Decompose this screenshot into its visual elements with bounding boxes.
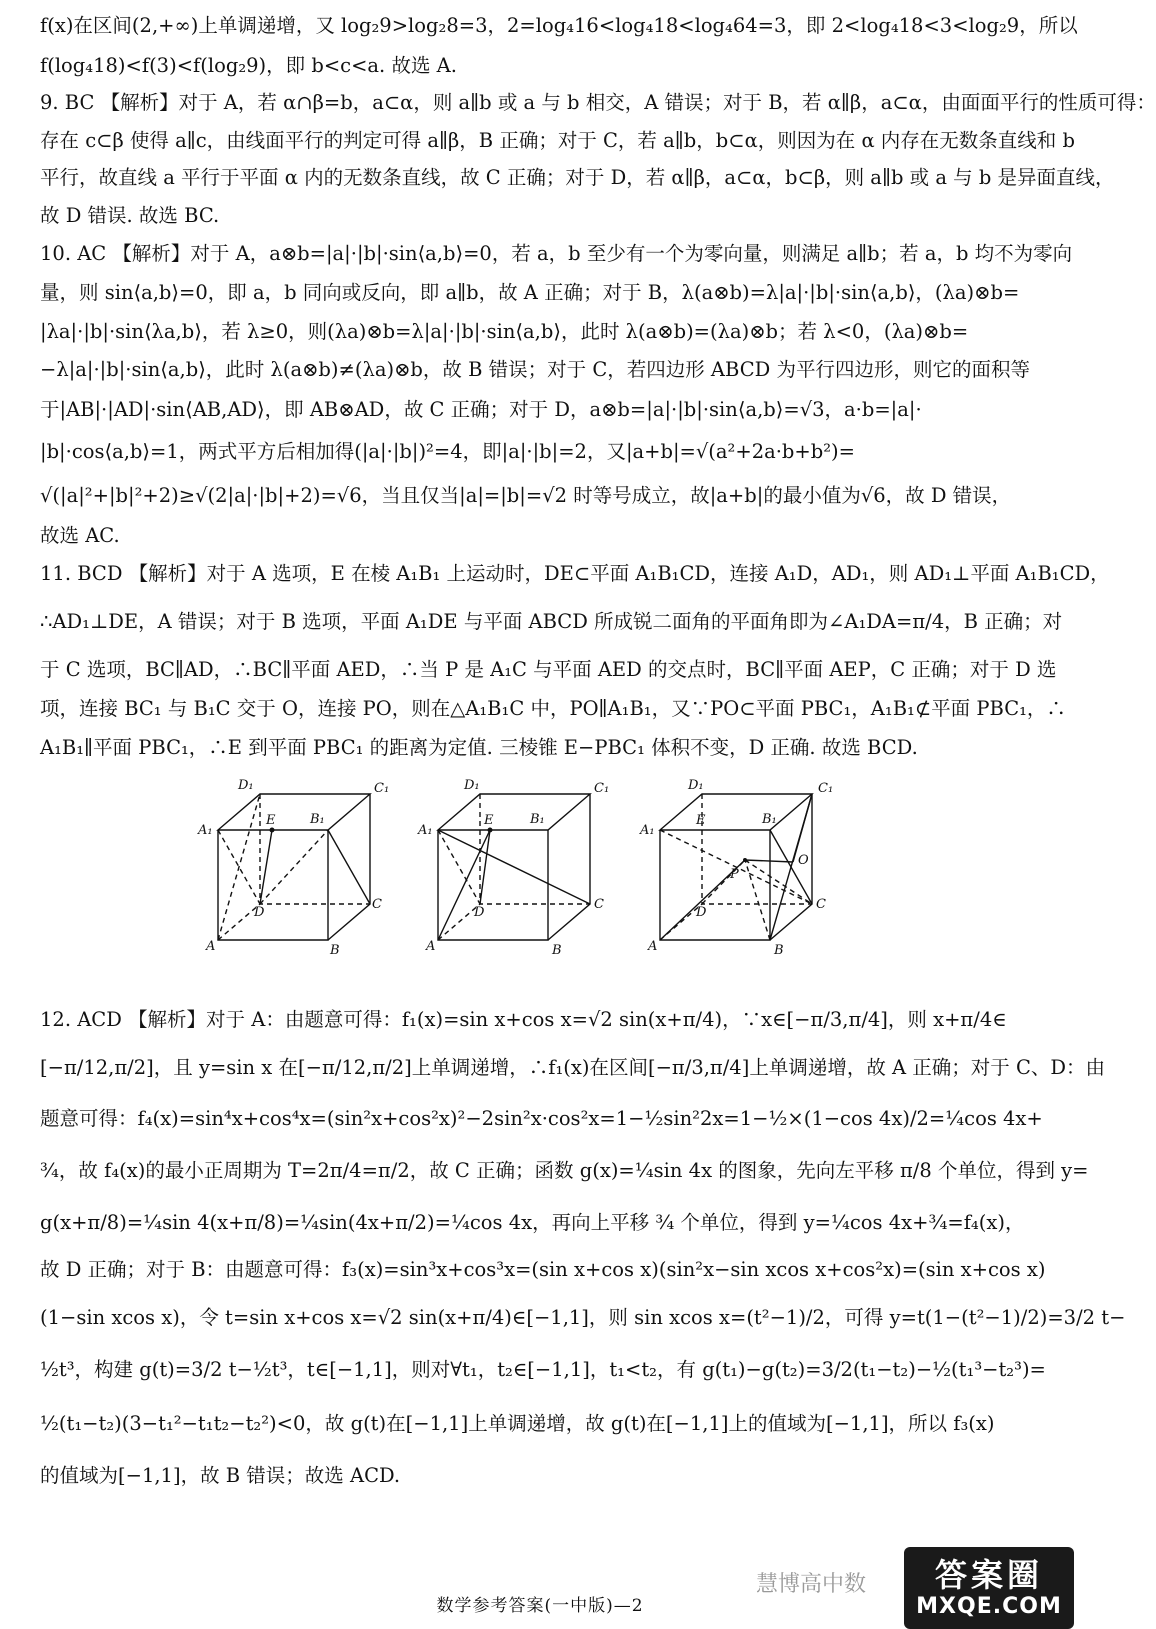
vertex-label: C₁	[818, 781, 834, 796]
vertex-label: C₁	[594, 781, 610, 796]
point-p-3	[743, 858, 747, 862]
text-line: 平行，故直线 a 平行于平面 α 内的无数条直线，故 C 正确；对于 D，若 α∥β，a⊂α，b⊂β，则 a∥b 或 a 与 b 是异面直线，	[40, 166, 1115, 189]
vertex-label: A₁	[198, 823, 213, 838]
text-line: 于|AB|·|AD|·sin⟨AB,AD⟩，即 AB⊗AD，故 C 正确；对于 D，a⊗b=|a|·|b|·sin⟨a,b⟩=√3，a·b=|a|·	[40, 398, 922, 421]
vertex-label: A₁	[640, 823, 655, 838]
vertex-label: C	[816, 897, 826, 912]
page-footer: 数学参考答案(一中版)—2	[436, 1596, 644, 1616]
vertex-label: D	[474, 905, 485, 920]
cube-figure-2	[438, 794, 590, 940]
watermark	[750, 1547, 1080, 1629]
text-line: ¾，故 f₄(x)的最小正周期为 T=2π/4=π/2，故 C 正确；函数 g(x)=¼sin 4x 的图象，先向左平移 π/8 个单位，得到 y=	[40, 1159, 1089, 1182]
vertex-label: A₁	[418, 823, 433, 838]
vertex-label: C₁	[374, 781, 390, 796]
text-line: 题意可得：f₄(x)=sin⁴x+cos⁴x=(sin²x+cos²x)²−2sin²x·cos²x=1−½sin²2x=1−½×(1−cos 4x)/2=¼cos 4x+	[40, 1107, 1043, 1130]
vertex-label: D₁	[688, 778, 704, 793]
text-line: 故 D 正确；对于 B：由题意可得：f₃(x)=sin³x+cos³x=(sin x+cos x)(sin²x−sin xcos x+cos²x)=(sin x+cos x)	[40, 1258, 1046, 1281]
vertex-label: B	[774, 943, 784, 958]
text-line: 的值域为[−1,1]，故 B 错误；故选 ACD.	[40, 1464, 401, 1487]
vertex-label: B₁	[310, 812, 325, 827]
vertex-label: D₁	[238, 778, 254, 793]
watermark-logo	[904, 1547, 1074, 1629]
vertex-label: P	[730, 867, 739, 882]
vertex-label: O	[798, 853, 809, 868]
text-line: √(|a|²+|b|²+2)≥√(2|a|·|b|+2)=√6，当且仅当|a|=|b|=√2 时等号成立，故|a+b|的最小值为√6，故 D 错误，	[40, 484, 1012, 507]
text-line: (1−sin xcos x)，令 t=sin x+cos x=√2 sin(x+π/4)∈[−1,1]，则 sin xcos x=(t²−1)/2，可得 y=t(1−(t²−1)/2)=3/2 t−	[40, 1306, 1126, 1329]
watermark-logo-url: MXQE.COM	[916, 1594, 1062, 1619]
text-line: 12. ACD 【解析】对于 A：由题意可得：f₁(x)=sin x+cos x=√2 sin(x+π/4)，∵x∈[−π/3,π/4]，则 x+π/4∈	[40, 1008, 1007, 1031]
text-line: f(log₄18)<f(3)<f(log₂9)，即 b<c<a. 故选 A.	[40, 54, 457, 77]
vertex-label: C	[594, 897, 604, 912]
vertex-label: D₁	[464, 778, 480, 793]
watermark-logo-title: 答案圈	[934, 1556, 1043, 1594]
vertex-label: A	[206, 939, 216, 954]
vertex-label: E	[266, 813, 276, 828]
text-line: |λa|·|b|·sin⟨λa,b⟩，若 λ≥0，则(λa)⊗b=λ|a|·|b|·sin⟨a,b⟩，此时 λ(a⊗b)=(λa)⊗b；若 λ<0，(λa)⊗b=	[40, 320, 969, 343]
vertex-label: B	[552, 943, 562, 958]
vertex-label: B₁	[762, 812, 777, 827]
text-line: A₁B₁∥平面 PBC₁，∴E 到平面 PBC₁ 的距离为定值. 三棱锥 E−PBC₁ 体积不变，D 正确. 故选 BCD.	[40, 736, 918, 759]
text-line: 存在 c⊂β 使得 a∥c，由线面平行的判定可得 a∥β，B 正确；对于 C，若 a∥b，b⊂α，则因为在 α 内存在无数条直线和 b	[40, 129, 1075, 152]
vertex-label: E	[696, 813, 706, 828]
text-line: g(x+π/8)=¼sin 4(x+π/8)=¼sin(4x+π/2)=¼cos 4x，再向上平移 ¾ 个单位，得到 y=¼cos 4x+¾=f₄(x)，	[40, 1211, 1025, 1234]
vertex-label: A	[648, 939, 658, 954]
text-line: 量，则 sin⟨a,b⟩=0，即 a，b 同向或反向，即 a∥b，故 A 正确；对于 B，λ(a⊗b)=λ|a|·|b|·sin⟨a,b⟩，(λa)⊗b=	[40, 281, 1020, 304]
vertex-label: D	[254, 905, 265, 920]
text-line: 故 D 错误. 故选 BC.	[40, 204, 220, 227]
vertex-label: B	[330, 943, 340, 958]
text-line: 10. AC 【解析】对于 A，a⊗b=|a|·|b|·sin⟨a,b⟩=0，若 a，b 至少有一个为零向量，则满足 a∥b；若 a，b 均不为零向	[40, 242, 1073, 265]
vertex-label: E	[484, 813, 494, 828]
text-line: f(x)在区间(2,+∞)上单调递增，又 log₂9>log₂8=3，2=log₄16<log₄18<log₄64=3，即 2<log₄18<3<log₂9，所以	[40, 14, 1078, 37]
text-line: 项，连接 BC₁ 与 B₁C 交于 O，连接 PO，则在△A₁B₁C 中，PO∥A₁B₁，又∵PO⊂平面 PBC₁，A₁B₁⊄平面 PBC₁，∴	[40, 697, 1066, 720]
text-line: −λ|a|·|b|·sin⟨a,b⟩，此时 λ(a⊗b)≠(λa)⊗b，故 B 错误；对于 C，若四边形 ABCD 为平行四边形，则它的面积等	[40, 358, 1030, 381]
vertex-label: A	[426, 939, 436, 954]
watermark-channel: 慧博高中数	[756, 1572, 867, 1597]
point-e-1	[270, 828, 275, 833]
cube-figures-svg	[198, 778, 880, 990]
text-line: |b|·cos⟨a,b⟩=1，两式平方后相加得(|a|·|b|)²=4，即|a|·|b|=2，又|a+b|=√(a²+2a·b+b²)=	[40, 440, 855, 463]
cube-figure-1	[218, 794, 370, 940]
point-e-2	[488, 828, 493, 833]
vertex-label: B₁	[530, 812, 545, 827]
text-line: 9. BC 【解析】对于 A，若 α∩β=b，a⊂α，则 a∥b 或 a 与 b 相交，A 错误；对于 B，若 α∥β，a⊂α，由面面平行的性质可得：	[40, 91, 1156, 114]
text-line: 11. BCD 【解析】对于 A 选项，E 在棱 A₁B₁ 上运动时，DE⊂平面 A₁B₁CD，连接 A₁D，AD₁，则 AD₁⊥平面 A₁B₁CD，	[40, 562, 1110, 585]
text-line: ½(t₁−t₂)(3−t₁²−t₁t₂−t₂²)<0，故 g(t)在[−1,1]上单调递增，故 g(t)在[−1,1]上的值域为[−1,1]，所以 f₃(x)	[40, 1412, 995, 1435]
vertex-label: C	[372, 897, 382, 912]
vertex-label: D	[696, 905, 707, 920]
text-line: [−π/12,π/2]，且 y=sin x 在[−π/12,π/2]上单调递增，∴f₁(x)在区间[−π/3,π/4]上单调递增，故 A 正确；对于 C、D：由	[40, 1056, 1106, 1079]
text-line: 故选 AC.	[40, 524, 120, 547]
text-line: ½t³，构建 g(t)=3/2 t−½t³，t∈[−1,1]，则对∀t₁，t₂∈[−1,1]，t₁<t₂，有 g(t₁)−g(t₂)=3/2(t₁−t₂)−½(t₁³−t₂³)=	[40, 1358, 1046, 1381]
cube-figures	[198, 778, 880, 990]
text-line: ∴AD₁⊥DE，A 错误；对于 B 选项，平面 A₁DE 与平面 ABCD 所成锐二面角的平面角即为∠A₁DA=π/4，B 正确；对	[40, 610, 1063, 633]
text-line: 于 C 选项，BC∥AD，∴BC∥平面 AED，∴当 P 是 A₁C 与平面 AED 的交点时，BC∥平面 AEP，C 正确；对于 D 选	[40, 658, 1057, 681]
